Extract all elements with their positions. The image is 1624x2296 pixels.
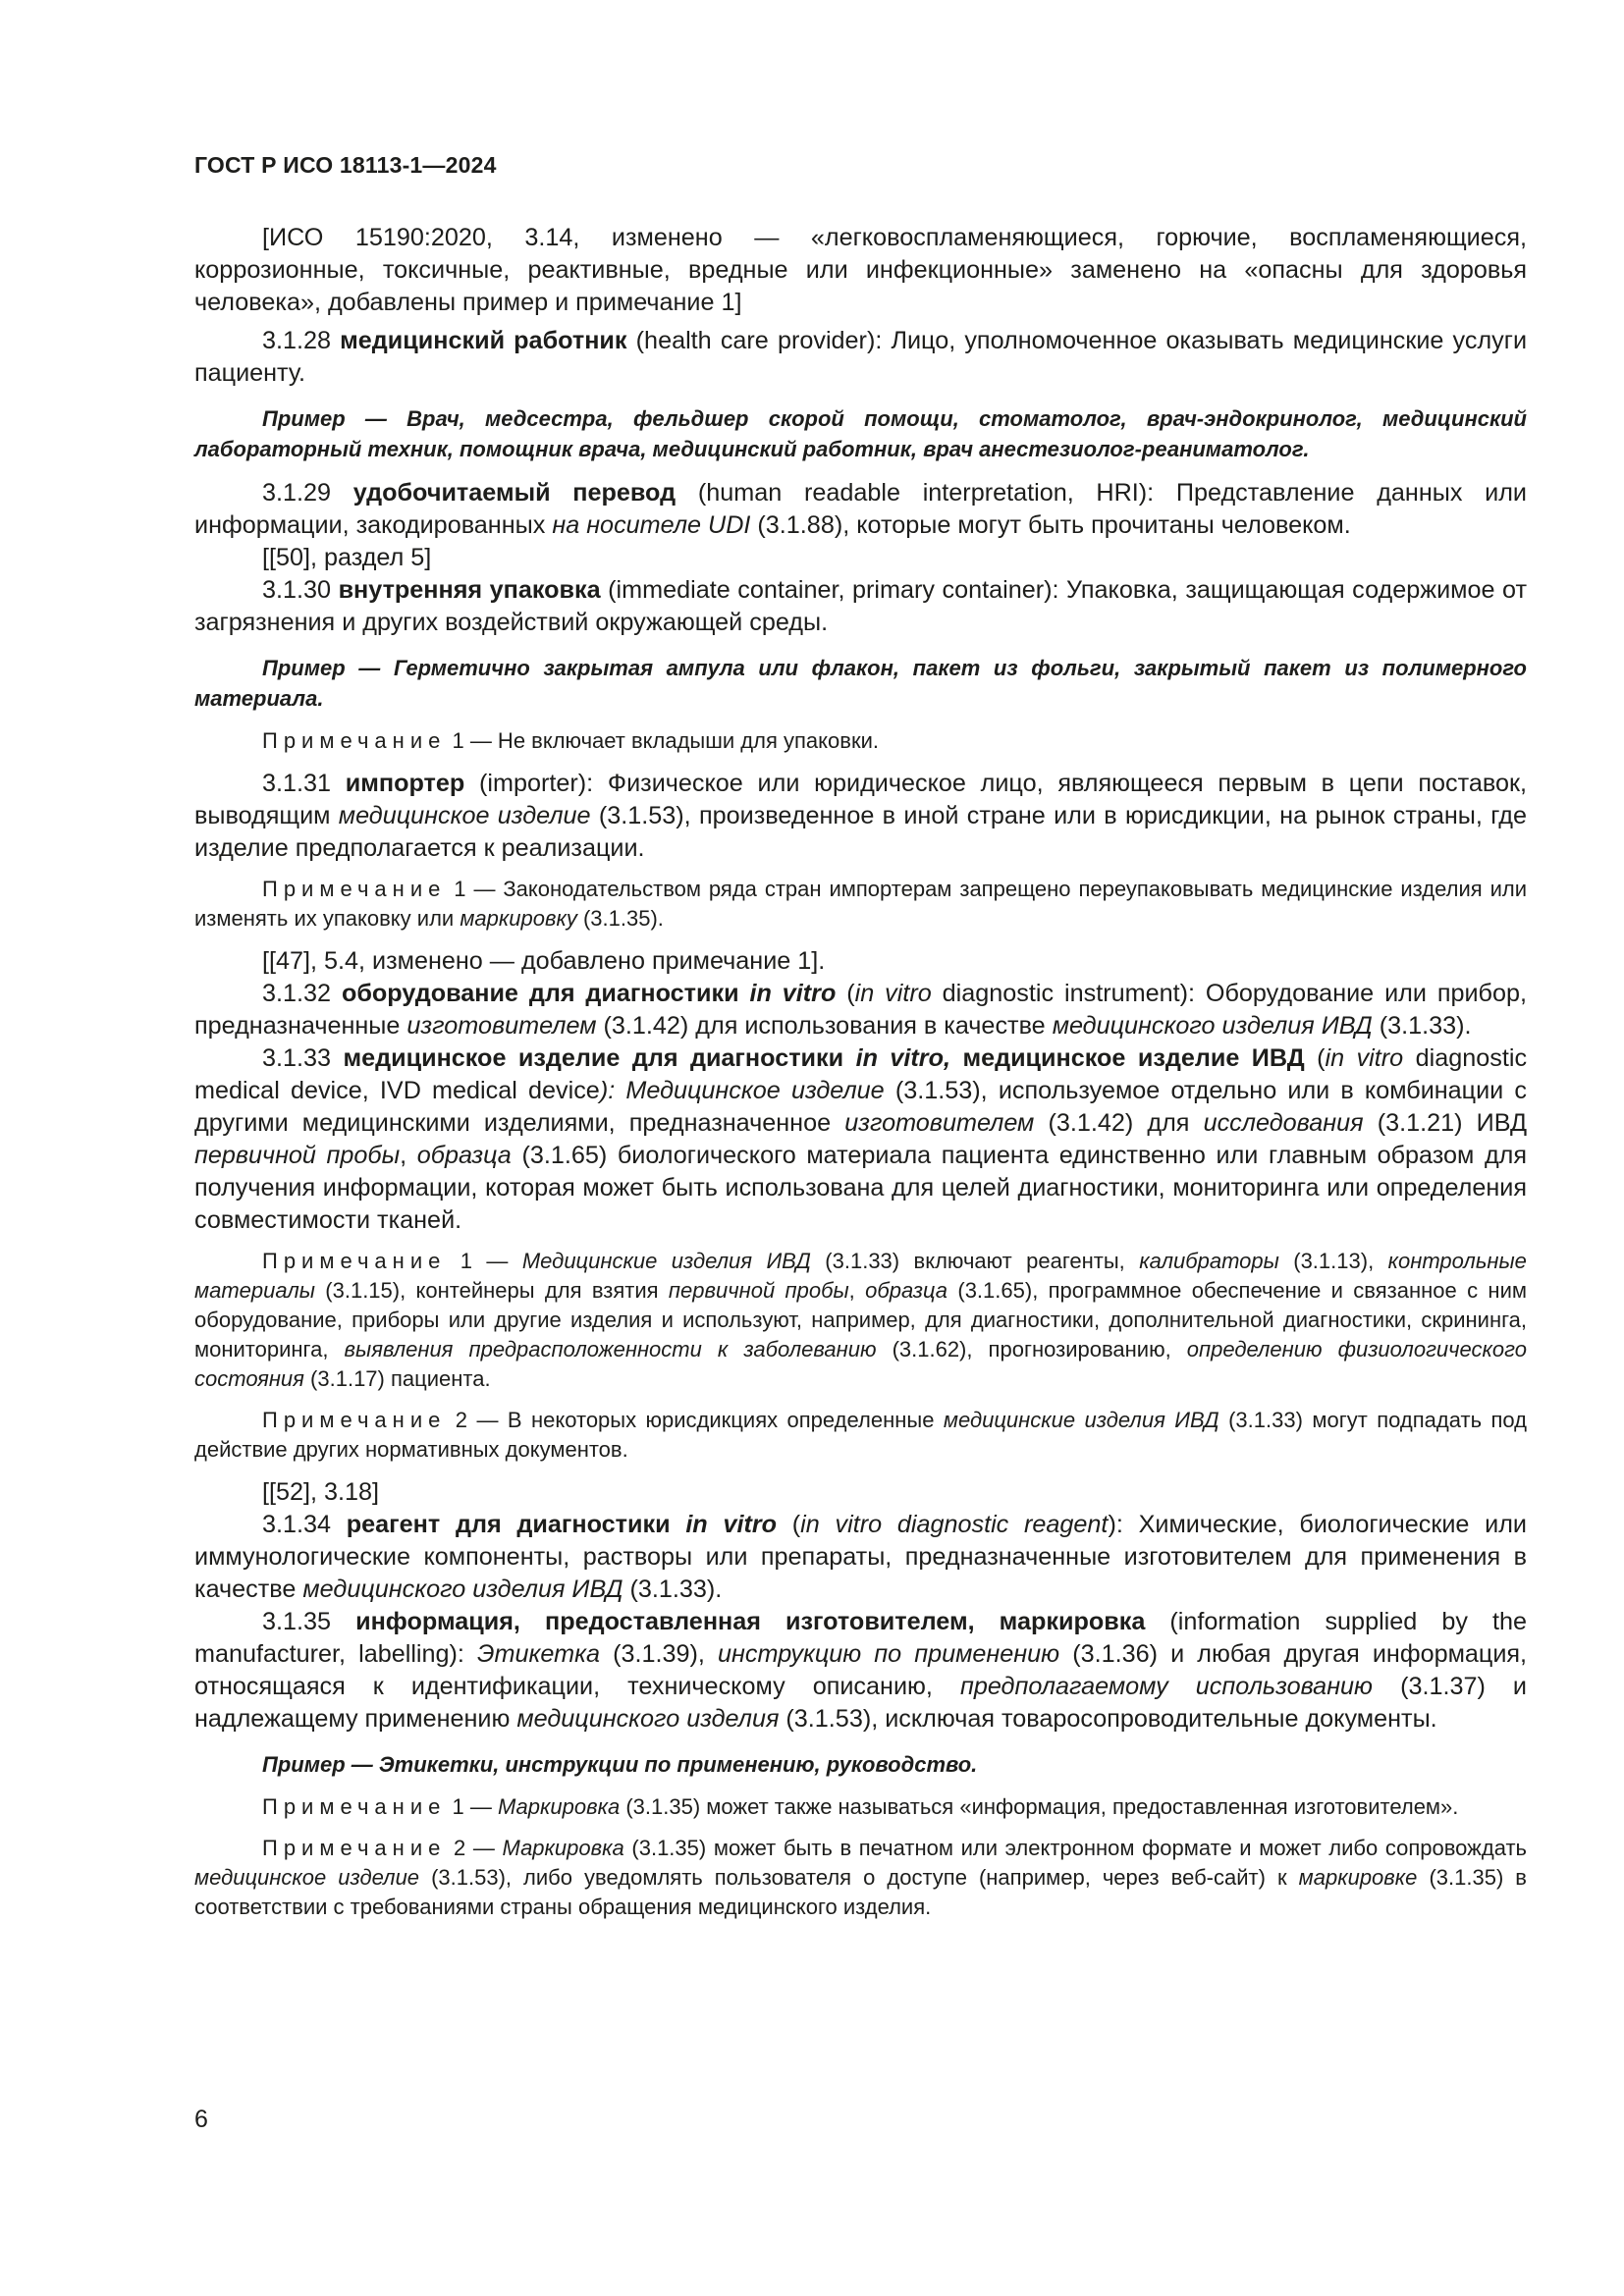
example-paragraph: Пример — Врач, медсестра, фельдшер скорой помощи, стоматолог, врач-эндокринолог, медицинский лабораторный техник, помощник врача, медицинский работник, врач анестезиолог-реаниматолог. [194,406,1527,461]
term-3-1-33: 3.1.33 медицинское изделие для диагностики in vitro, медицинское изделие ИВД (in vitro diagnostic medical device, IVD medical device): Медицинское изделие (3.1.53), используемое отдельно или в комбинации с другими медицинскими изделиями, предназначенное изготовителем (3.1.42) для исследования (3.1.21) ИВД первичной пробы, образца (3.1.65) биологического материала пациента единственно или главным образом для получения информации, которая может быть использована для целей диагностики, мониторинга или определения совместимости тканей. [194,1044,1528,1234]
reference-paragraph: [[52], 3.18] [262,1478,380,1506]
reference-paragraph: [[47], 5.4, изменено — добавлено примечание 1]. [262,947,826,975]
term-3-1-32: 3.1.32 оборудование для диагностики in vitro (in vitro diagnostic instrument): Оборудование или прибор, предназначенные изготовителем (3.1.42) для использования в качестве медицинского изделия ИВД (3.1.33). [194,980,1527,1040]
reference-paragraph: [ИСО 15190:2020, 3.14, изменено — «легковоспламеняющиеся, горючие, воспламеняющиеся, коррозионные, токсичные, реактивные, вредные или инфекционные» заменено на «опасны для здоровья человека», добавлены пример и примечание 1] [194,224,1527,316]
example-paragraph: Пример — Герметично закрытая ампула или флакон, пакет из фольги, закрытый пакет из полимерного материала. [194,656,1527,711]
term-3-1-30: 3.1.30 внутренняя упаковка (immediate container, primary container): Упаковка, защищающая содержимое от загрязнения и других воздействий окружающей среды. [194,576,1527,636]
note-paragraph: Примечание 1 — Медицинские изделия ИВД (3.1.33) включают реагенты, калибраторы (3.1.13), контрольные материалы (3.1.15), контейнеры для взятия первичной пробы, образца (3.1.65), программное обеспечение и связанное с ним оборудование, приборы или другие изделия и используют, например, для диагностики, дополнительной диагностики, скрининга, мониторинга, выявления предрасположенности к заболеванию (3.1.62), прогнозированию, определению физиологического состояния (3.1.17) пациента. [194,1249,1527,1391]
term-3-1-28: 3.1.28 медицинский работник (health care provider): Лицо, уполномоченное оказывать медицинские услуги пациенту. [194,327,1528,387]
document-body [194,222,1527,1934]
example-paragraph: Пример — Этикетки, инструкции по применению, руководство. [262,1752,978,1777]
note-paragraph: Примечание 2 — В некоторых юрисдикциях определенные медицинские изделия ИВД (3.1.33) могут подпадать под действие других нормативных документов. [194,1408,1527,1462]
term-3-1-29: 3.1.29 удобочитаемый перевод (human readable interpretation, HRI): Представление данных или информации, закодированных на носителе UDI (3.1.88), которые могут быть прочитаны человеком. [194,479,1527,539]
note-paragraph: Примечание 1 — Законодательством ряда стран импортерам запрещено переупаковывать медицинские изделия или изменять их упаковку или маркировку (3.1.35). [194,877,1527,931]
term-3-1-31: 3.1.31 импортер (importer): Физическое или юридическое лицо, являющееся первым в цепи поставок, выводящим медицинское изделие (3.1.53), произведенное в иной стране или в юрисдикции, на рынок страны, где изделие предполагается к реализации. [194,770,1527,862]
reference-paragraph: [[50], раздел 5] [262,544,432,571]
note-paragraph: Примечание 1 — Не включает вкладыши для упаковки. [262,728,879,753]
term-3-1-34: 3.1.34 реагент для диагностики in vitro (in vitro diagnostic reagent): Химические, биологические или иммунологические компоненты, растворы или препараты, предназначенные изготовителем для применения в качестве медицинского изделия ИВД (3.1.33). [194,1511,1527,1603]
note-paragraph: Примечание 1 — Маркировка (3.1.35) может также называться «информация, предоставленная изготовителем». [262,1794,1459,1819]
document-header: ГОСТ Р ИСО 18113-1—2024 [194,152,497,178]
note-paragraph: Примечание 2 — Маркировка (3.1.35) может быть в печатном или электронном формате и может либо сопровождать медицинское изделие (3.1.53), либо уведомлять пользователя о доступе (например, через веб-сайт) к маркировке (3.1.35) в соответствии с требованиями страны обращения медицинского изделия. [194,1836,1527,1919]
term-3-1-35: 3.1.35 информация, предоставленная изготовителем, маркировка (information supplied by the manufacturer, labelling): Этикетка (3.1.39), инструкцию по применению (3.1.36) и любая другая информация, относящаяся к идентификации, техническому описанию, предполагаемому использованию (3.1.37) и надлежащему применению медицинского изделия (3.1.53), исключая товаросопроводительные документы. [194,1608,1528,1733]
page-number: 6 [194,2106,208,2133]
